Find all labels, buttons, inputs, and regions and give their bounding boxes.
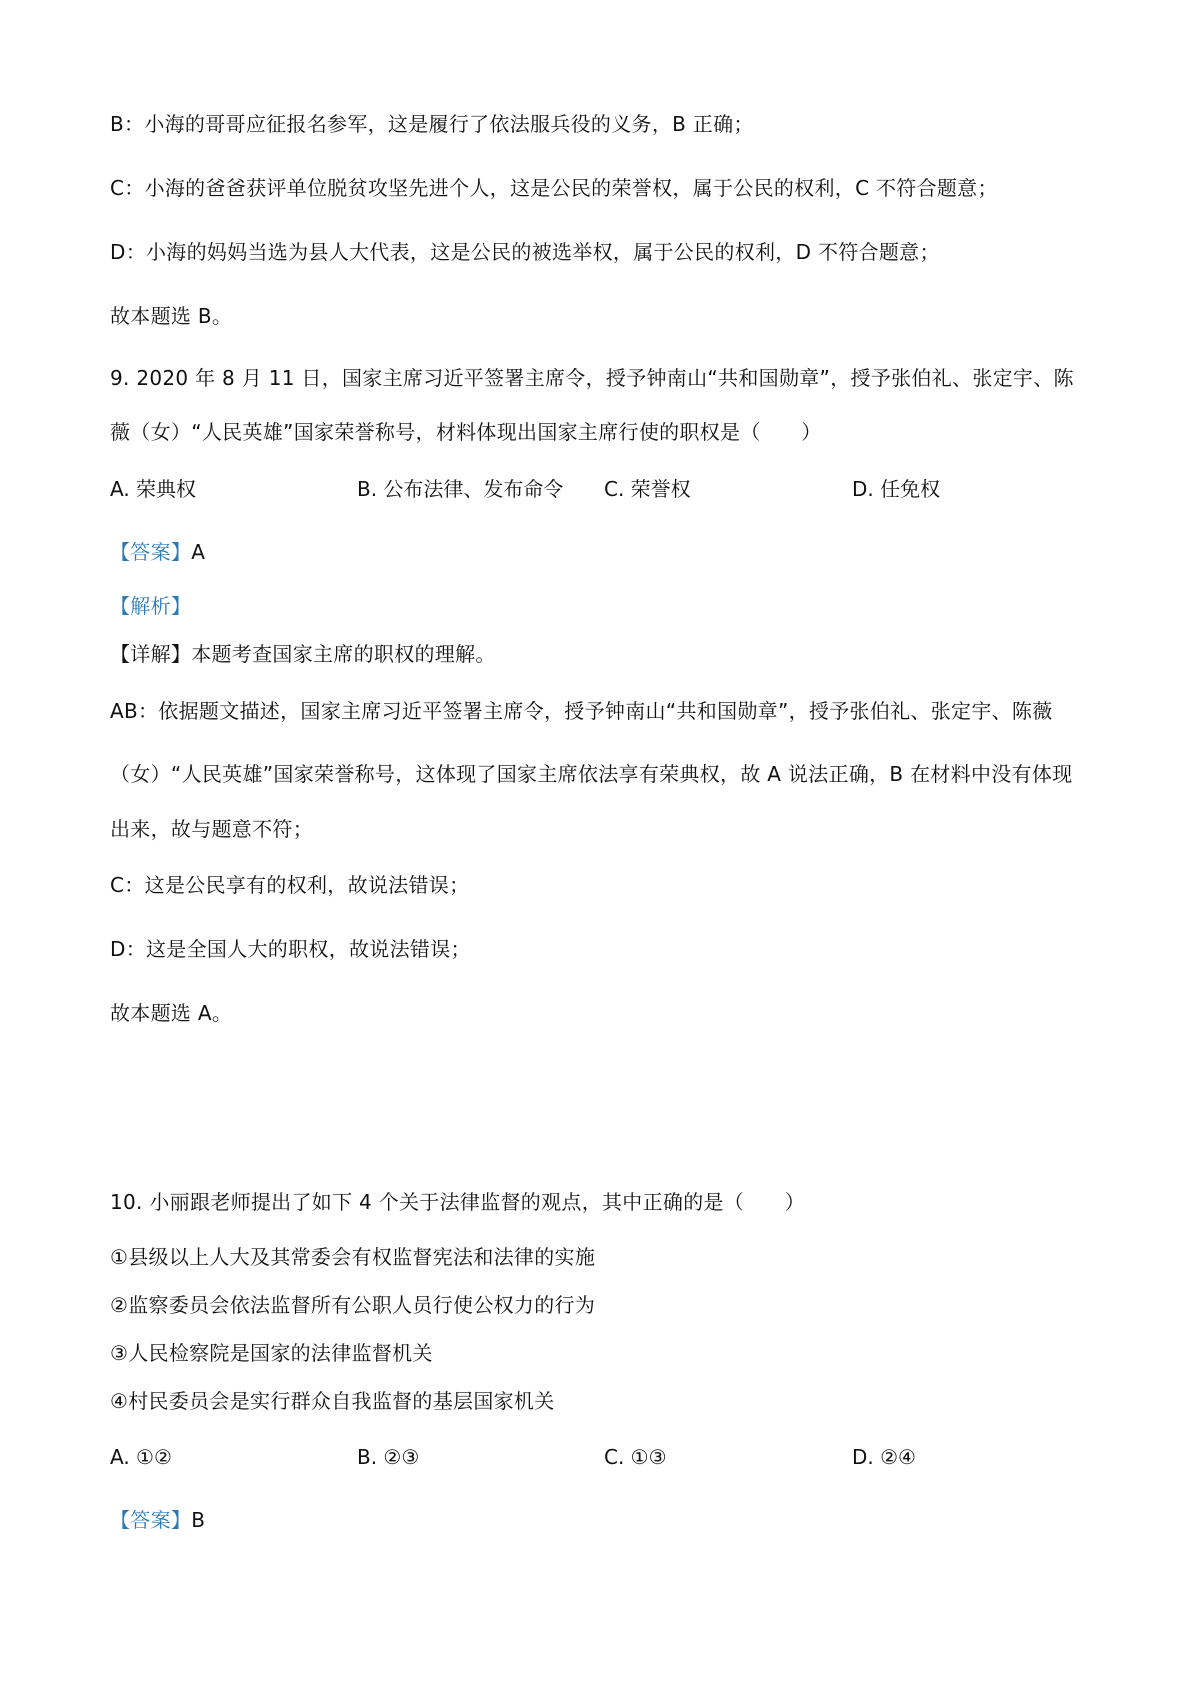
q9-conclusion: 故本题选 A。: [110, 1001, 233, 1025]
q9-ab-line2: （女）“人民英雄”国家荣誉称号，这体现了国家主席依法享有荣典权，故 A 说法正确，B 在材料中没有体现: [110, 762, 1073, 786]
q10-item-1: ①县级以上人大及其常委会有权监督宪法和法律的实施: [110, 1245, 596, 1269]
q10-option-b: B. ②③: [357, 1445, 420, 1469]
answer-value: A: [191, 540, 206, 564]
q9-detail: [110, 640, 496, 668]
q10-item-4: ④村民委员会是实行群众自我监督的基层国家机关: [110, 1389, 555, 1413]
answer-tag: 【答案】: [110, 1508, 192, 1532]
prev-analysis-d: D：小海的妈妈当选为县人大代表，这是公民的被选举权，属于公民的权利，D 不符合题意；: [110, 240, 940, 264]
q10-item-3: ③人民检察院是国家的法律监督机关: [110, 1341, 433, 1365]
q9-analysis-c: C：这是公民享有的权利，故说法错误；: [110, 873, 470, 897]
q10-option-a: A. ①②: [110, 1445, 172, 1469]
q9-stem-line2: 薇（女）“人民英雄”国家荣誉称号，材料体现出国家主席行使的职权是（ ）: [110, 420, 822, 444]
q9-option-a: A. 荣典权: [110, 477, 197, 501]
answer-tag: 【答案】: [110, 540, 192, 564]
prev-analysis-conclusion: 故本题选 B。: [110, 304, 233, 328]
q9-analysis-tag: [110, 592, 191, 620]
q9-ab-line1: AB：依据题文描述，国家主席习近平签署主席令，授予钟南山“共和国勋章”，授予张伯礼、张定宇、陈薇: [110, 699, 1053, 723]
q10-stem: 10. 小丽跟老师提出了如下 4 个关于法律监督的观点，其中正确的是（ ）: [110, 1190, 806, 1214]
q9-option-d: D. 任免权: [852, 477, 941, 501]
q9-option-b: B. 公布法律、发布命令: [357, 477, 564, 501]
q9-analysis-d: D：这是全国人大的职权，故说法错误；: [110, 937, 471, 961]
detail-intro: 本题考查国家主席的职权的理解。: [191, 642, 496, 666]
answer-value: B: [191, 1508, 206, 1532]
prev-analysis-b: B：小海的哥哥应征报名参军，这是履行了依法服兵役的义务，B 正确；: [110, 112, 754, 136]
analysis-tag: 【解析】: [110, 594, 192, 618]
q9-answer: [110, 538, 205, 566]
q9-stem-line1: 9. 2020 年 8 月 11 日，国家主席习近平签署主席令，授予钟南山“共和国勋章”，授予张伯礼、张定宇、陈: [110, 366, 1074, 390]
q9-option-c: C. 荣誉权: [604, 477, 691, 501]
q9-ab-line3: 出来，故与题意不符；: [110, 817, 313, 841]
prev-analysis-c: C：小海的爸爸获评单位脱贫攻坚先进个人，这是公民的荣誉权，属于公民的权利，C 不符合题意；: [110, 176, 998, 200]
detail-tag: 【详解】: [110, 642, 192, 666]
q10-item-2: ②监察委员会依法监督所有公职人员行使公权力的行为: [110, 1293, 596, 1317]
q10-answer: [110, 1506, 205, 1534]
q10-option-d: D. ②④: [852, 1445, 916, 1469]
q10-option-c: C. ①③: [604, 1445, 667, 1469]
